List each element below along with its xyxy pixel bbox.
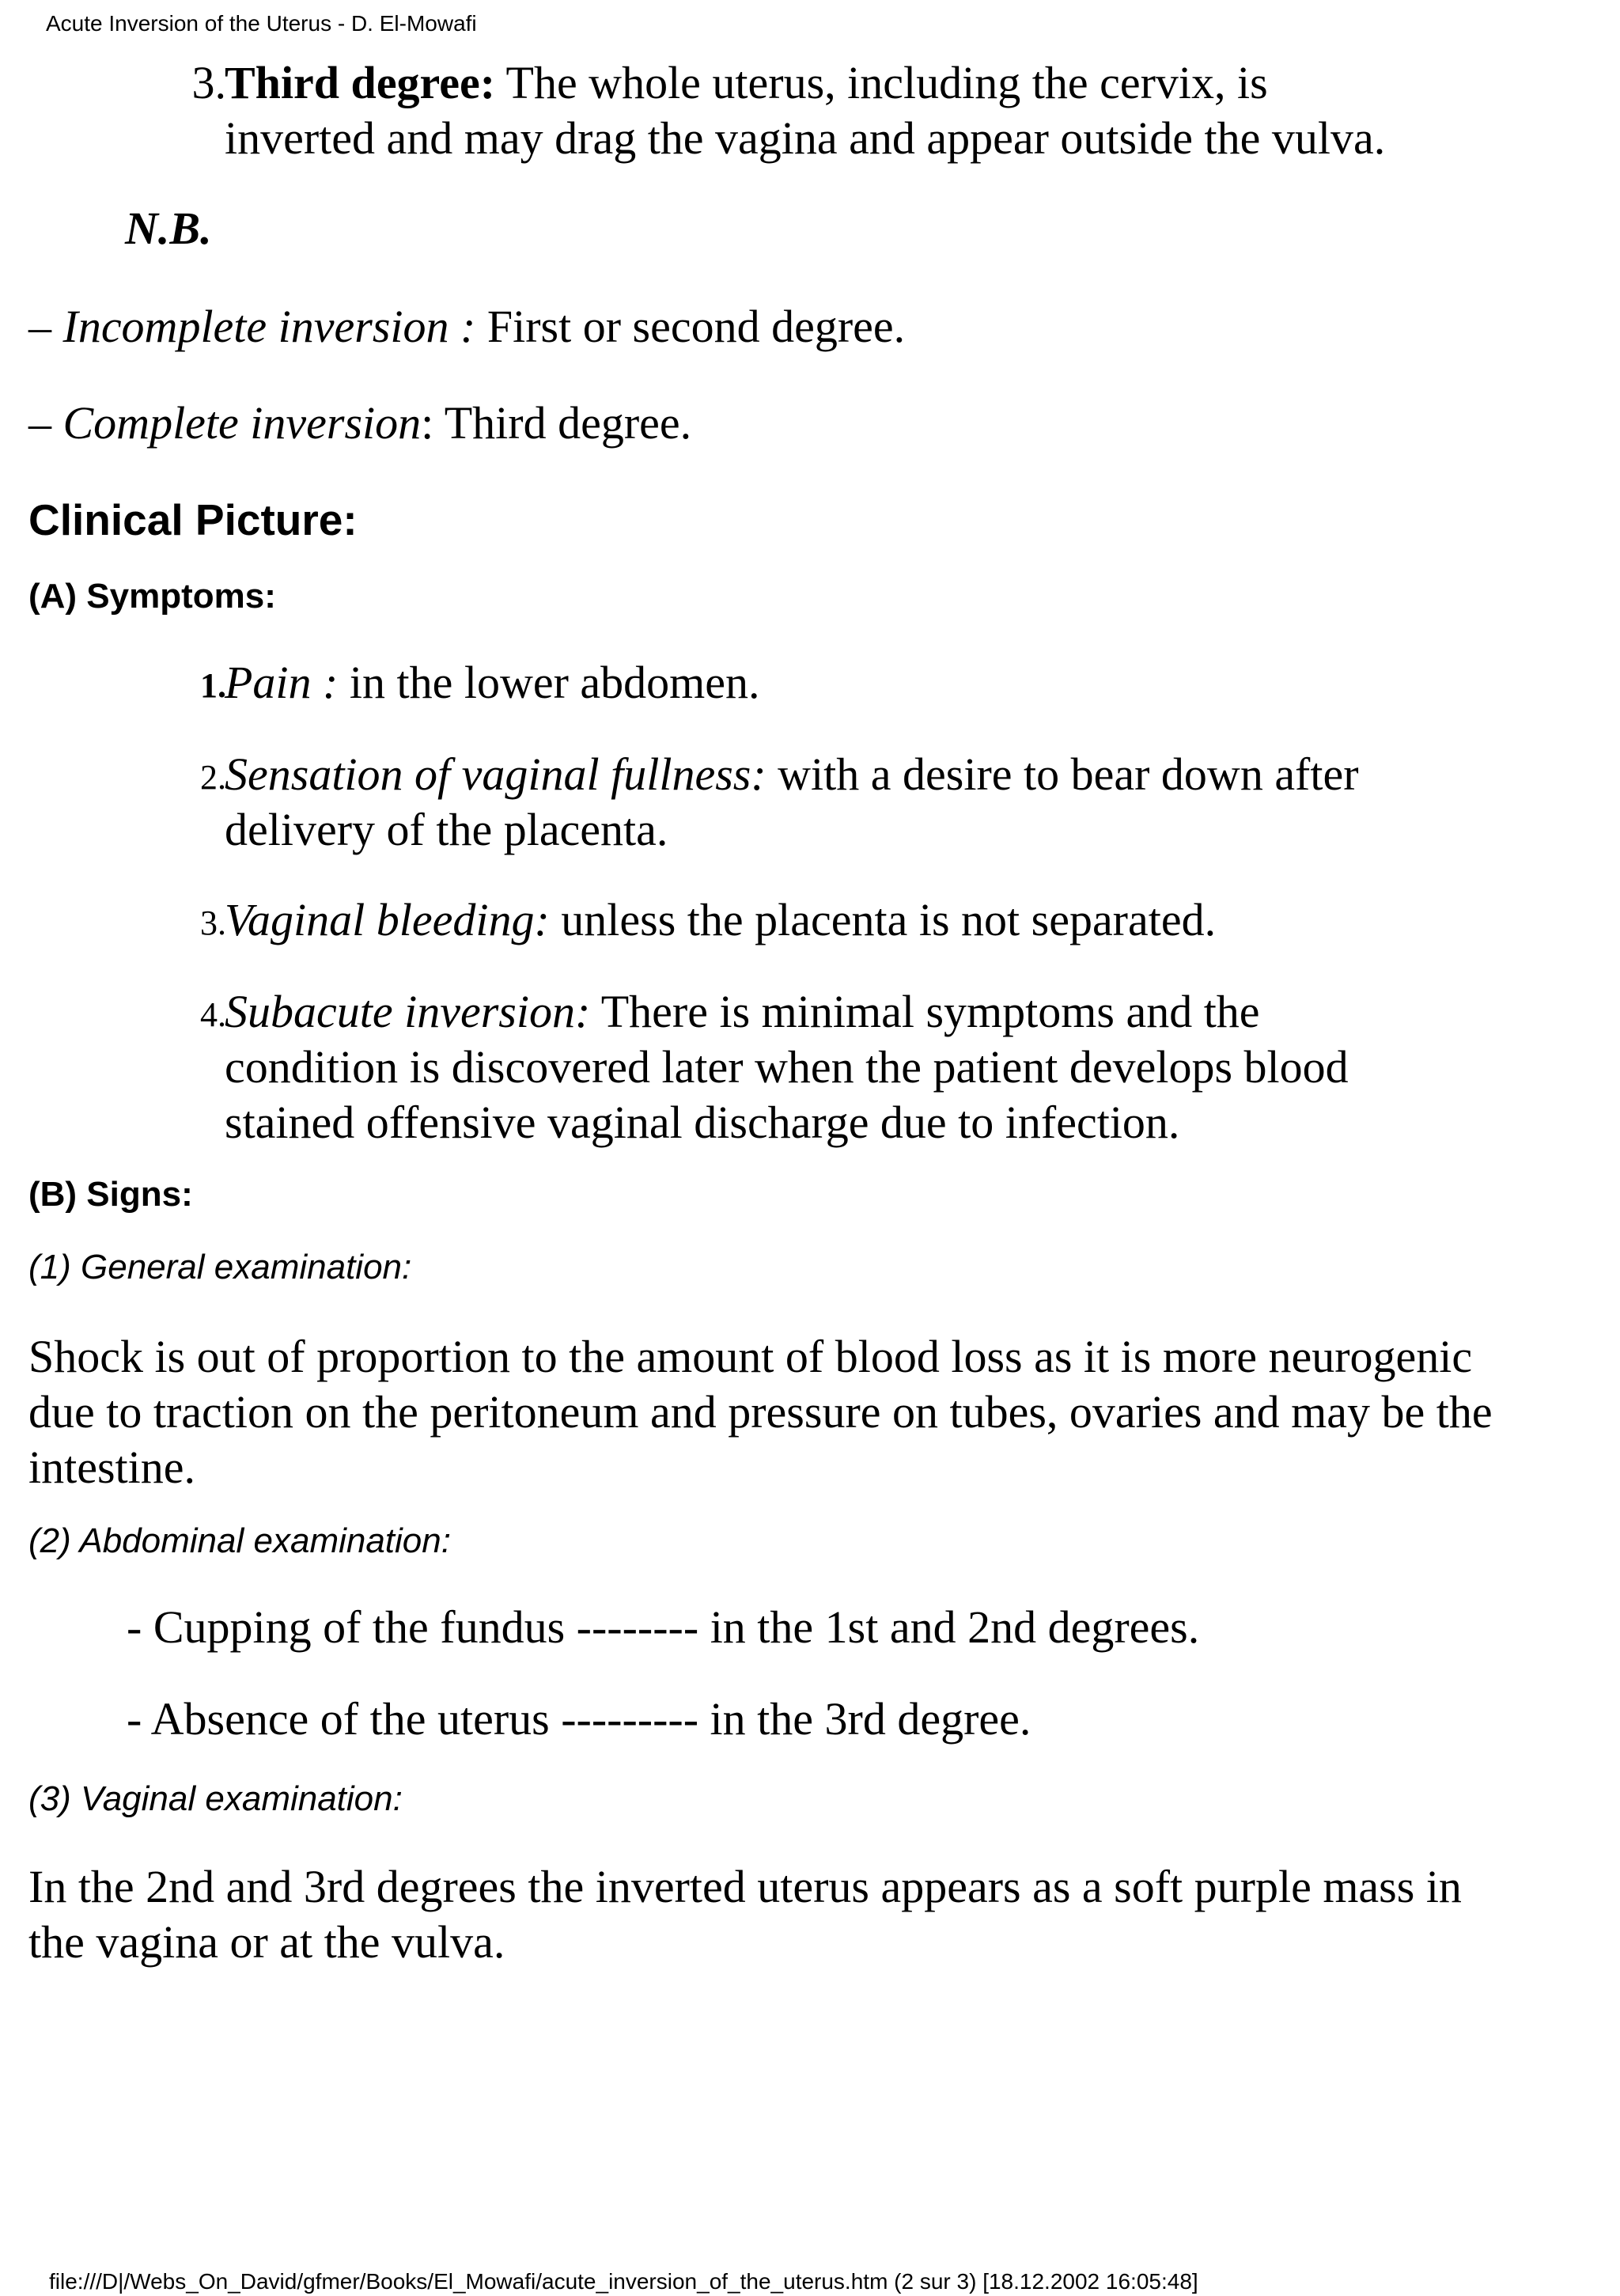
degree-3-line-1: The whole uterus, including the cervix, is: [495, 57, 1268, 108]
abdominal-examination-heading: (2) Abdominal examination:: [28, 1521, 451, 1560]
symptom-term: Subacute inversion:: [225, 986, 591, 1037]
complete-inversion-line: [28, 396, 1603, 451]
symptom-term: Pain :: [225, 657, 339, 708]
dash: –: [28, 397, 63, 449]
complete-inversion-term: Complete inversion: [62, 397, 422, 449]
clinical-picture-heading: Clinical Picture:: [28, 495, 358, 544]
symptom-text: There is minimal symptoms and the: [590, 986, 1260, 1037]
signs-heading: (B) Signs:: [28, 1175, 193, 1214]
paragraph-line: Shock is out of proportion to the amount of blood loss as it is more neurogenic: [28, 1331, 1473, 1382]
symptom-text: delivery of the placenta.: [225, 804, 668, 855]
abdominal-item: - Absence of the uterus --------- in the 3rd degree.: [127, 1693, 1031, 1745]
browser-print-footer: file:///D|/Webs_On_David/gfmer/Books/El_Mowafi/acute_inversion_of_the_uterus.htm (2 sur 3) [18.12.2002 16:05:48]: [49, 2269, 1198, 2294]
vaginal-examination-heading: (3) Vaginal examination:: [28, 1779, 403, 1818]
symptom-text: in the lower abdomen.: [338, 657, 760, 708]
complete-inversion-text: : Third degree.: [421, 397, 692, 449]
incomplete-inversion-term: Incomplete inversion :: [62, 301, 476, 352]
degree-3-line-2: inverted and may drag the vagina and appear outside the vulva.: [225, 112, 1386, 164]
symptoms-heading: (A) Symptoms:: [28, 577, 276, 616]
symptom-term: Vaginal bleeding:: [225, 894, 550, 945]
symptom-number: 3.: [200, 904, 226, 942]
symptom-text: stained offensive vaginal discharge due to infection.: [225, 1097, 1180, 1148]
symptom-text: with a desire to bear down after: [766, 748, 1359, 800]
symptom-number: 4.: [200, 995, 226, 1034]
paragraph-line: In the 2nd and 3rd degrees the inverted uterus appears as a soft purple mass in: [28, 1861, 1462, 1912]
incomplete-inversion-line: [28, 299, 1603, 354]
paragraph-line: the vagina or at the vulva.: [28, 1916, 505, 1968]
paragraph-line: due to traction on the peritoneum and pressure on tubes, ovaries and may be the: [28, 1386, 1493, 1438]
symptom-text: unless the placenta is not separated.: [549, 894, 1217, 945]
degree-3-number: 3.: [191, 57, 226, 108]
browser-print-header: Acute Inversion of the Uterus - D. El-Mowafi: [46, 11, 477, 36]
incomplete-inversion-text: First or second degree.: [475, 301, 906, 352]
symptom-term: Sensation of vaginal fullness:: [225, 748, 766, 800]
abdominal-item: - Cupping of the fundus -------- in the 1st and 2nd degrees.: [127, 1601, 1200, 1653]
general-examination-heading: (1) General examination:: [28, 1248, 412, 1286]
symptom-number: 2.: [200, 758, 226, 797]
symptom-text: condition is discovered later when the patient develops blood: [225, 1041, 1349, 1093]
general-examination-paragraph: [28, 1329, 1603, 1495]
nb-label: N.B.: [125, 203, 212, 254]
symptom-number: 1.: [200, 666, 226, 705]
vaginal-examination-paragraph: [28, 1859, 1603, 1970]
dash: –: [28, 301, 63, 352]
degree-3-label: Third degree:: [225, 57, 496, 108]
paragraph-line: intestine.: [28, 1442, 196, 1493]
